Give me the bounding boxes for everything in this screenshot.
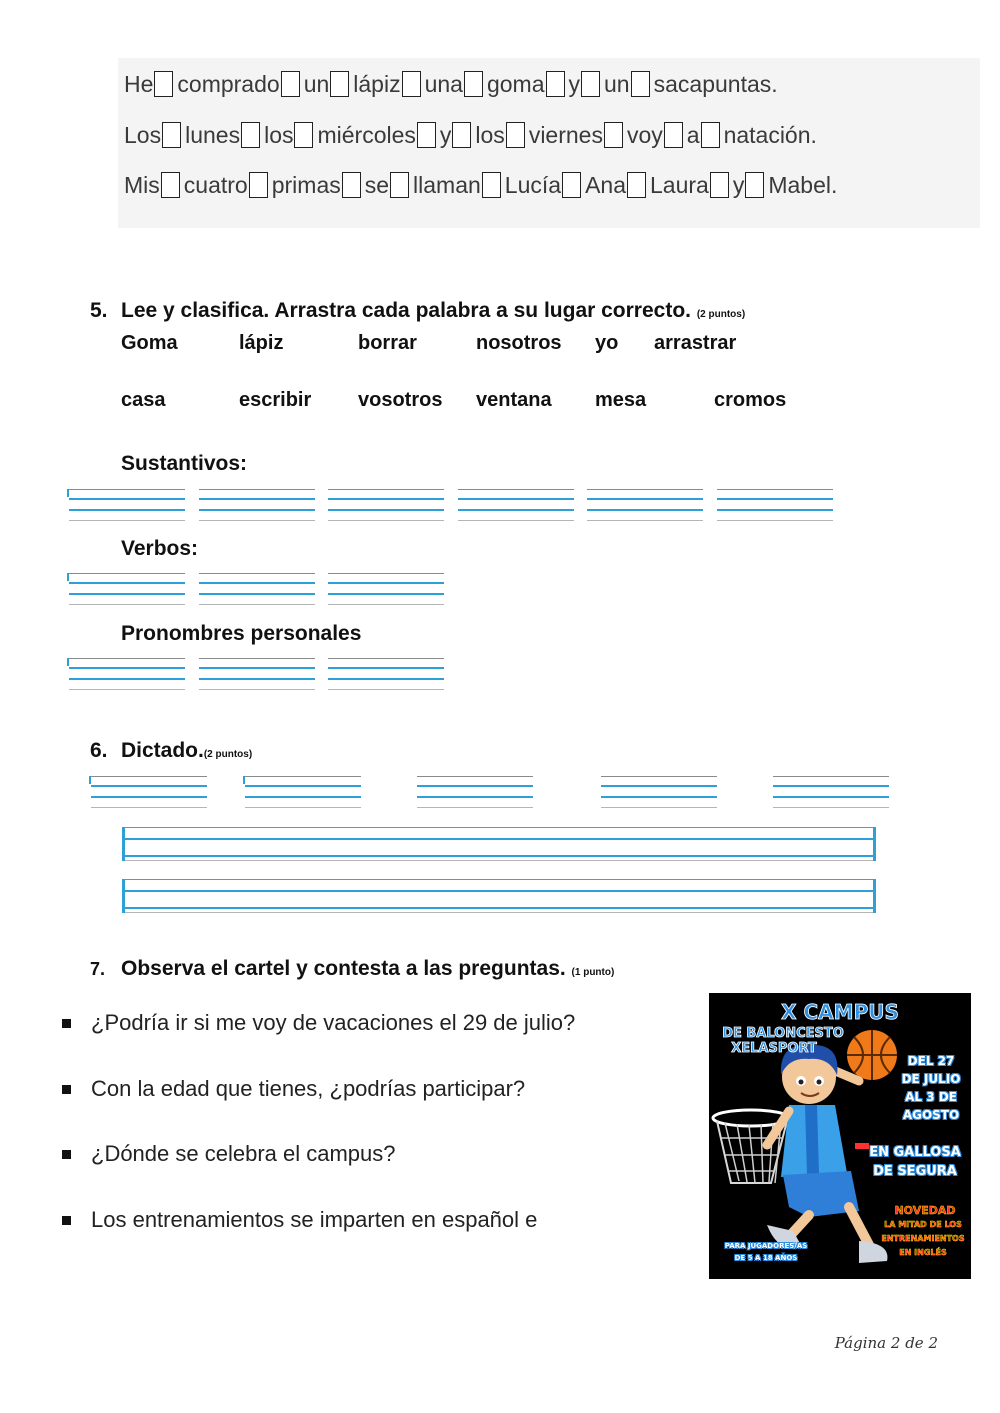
punctuation-answer-box[interactable] bbox=[342, 172, 361, 198]
drop-slot-noun[interactable] bbox=[328, 489, 444, 521]
category-label-verbs: Verbos: bbox=[121, 537, 199, 560]
draggable-word[interactable]: vosotros bbox=[358, 389, 443, 411]
page-number: Página 2 de 2 bbox=[834, 1334, 938, 1352]
punctuation-answer-box[interactable] bbox=[249, 172, 268, 198]
poster-subtitle: DE BALONCESTO bbox=[722, 1026, 844, 1041]
sentence-word: goma bbox=[486, 70, 545, 97]
punctuation-answer-box[interactable] bbox=[241, 122, 260, 148]
punctuation-answer-box[interactable] bbox=[581, 71, 600, 97]
sentence-word: natación. bbox=[723, 121, 817, 148]
poster-date-line: AGOSTO bbox=[902, 1108, 960, 1122]
sentence-word: a bbox=[686, 121, 700, 148]
drop-slot-pronoun[interactable] bbox=[199, 658, 315, 690]
poster-news-line: NOVEDAD bbox=[894, 1204, 956, 1217]
dictation-sentence-line[interactable] bbox=[122, 879, 876, 913]
sentence-word: miércoles bbox=[317, 121, 416, 148]
drop-slot-noun[interactable] bbox=[587, 489, 703, 521]
q6-number: 6. bbox=[90, 739, 108, 762]
punctuation-answer-box[interactable] bbox=[161, 172, 180, 198]
sentence-word: Los bbox=[124, 121, 162, 148]
poster-news-line: EN INGLÉS bbox=[899, 1248, 947, 1257]
punctuation-answer-box[interactable] bbox=[154, 71, 173, 97]
dictation-word-slot[interactable] bbox=[773, 776, 889, 808]
question-text: ¿Dónde se celebra el campus? bbox=[91, 1141, 396, 1166]
sentence-word: y bbox=[732, 171, 745, 198]
sentence-word: sacapuntas. bbox=[653, 70, 778, 97]
sentence-word: los bbox=[264, 121, 294, 148]
punctuation-answer-box[interactable] bbox=[562, 172, 581, 198]
drop-slot-noun[interactable] bbox=[69, 489, 185, 521]
drop-slot-noun[interactable] bbox=[717, 489, 833, 521]
dictation-sentence-line[interactable] bbox=[122, 827, 876, 861]
poster-news-line: LA MITAD DE LOS bbox=[884, 1220, 962, 1229]
punctuation-answer-box[interactable] bbox=[701, 122, 720, 148]
sentence-word: Mabel. bbox=[768, 171, 838, 198]
punctuation-answer-box[interactable] bbox=[664, 122, 683, 148]
q6-text: Dictado. bbox=[121, 739, 204, 762]
drop-slot-verb[interactable] bbox=[69, 573, 185, 605]
punctuation-answer-box[interactable] bbox=[294, 122, 313, 148]
poster-news-line: ENTRENAMIENTOS bbox=[881, 1234, 965, 1243]
sentence-word: y bbox=[568, 70, 581, 97]
q7-number: 7. bbox=[90, 959, 106, 979]
sentence-row bbox=[124, 118, 817, 152]
draggable-word[interactable]: lápiz bbox=[239, 332, 284, 354]
punctuation-answer-box[interactable] bbox=[482, 172, 501, 198]
sentence-word: se bbox=[364, 171, 390, 198]
punctuation-answer-box[interactable] bbox=[417, 122, 436, 148]
q6-points: (2 puntos) bbox=[203, 749, 253, 760]
sentence-word: y bbox=[439, 121, 452, 148]
drop-slot-pronoun[interactable] bbox=[69, 658, 185, 690]
category-label-pronouns: Pronombres personales bbox=[121, 622, 362, 645]
q5-text: Lee y clasifica. Arrastra cada palabra a su lugar correcto. bbox=[121, 299, 691, 322]
sentence-word: lunes bbox=[185, 121, 241, 148]
sentence-word: cuatro bbox=[183, 171, 248, 198]
poster-ages-line: DE 5 A 18 AÑOS bbox=[734, 1254, 798, 1262]
draggable-word[interactable]: Goma bbox=[121, 332, 178, 354]
poster-date-line: DE JULIO bbox=[901, 1072, 961, 1086]
draggable-word[interactable]: mesa bbox=[595, 389, 647, 411]
dictation-word-slot[interactable] bbox=[601, 776, 717, 808]
draggable-word[interactable]: ventana bbox=[476, 389, 552, 411]
category-label-nouns: Sustantivos: bbox=[121, 452, 248, 475]
q6-heading bbox=[90, 739, 252, 763]
sentence-word: Lucía bbox=[504, 171, 562, 198]
drop-slot-pronoun[interactable] bbox=[328, 658, 444, 690]
punctuation-answer-box[interactable] bbox=[745, 172, 764, 198]
drop-slot-verb[interactable] bbox=[199, 573, 315, 605]
draggable-word[interactable]: arrastrar bbox=[654, 332, 737, 354]
q7-points: (1 punto) bbox=[571, 967, 615, 978]
question-item bbox=[62, 1207, 537, 1233]
poster-place-line: DE SEGURA bbox=[873, 1164, 957, 1179]
question-item bbox=[62, 1010, 575, 1036]
poster-ages-line: PARA JUGADORES/AS bbox=[724, 1242, 808, 1250]
sentence-row bbox=[124, 67, 778, 101]
draggable-word[interactable]: nosotros bbox=[476, 332, 562, 354]
q5-heading bbox=[90, 299, 745, 323]
draggable-word[interactable]: cromos bbox=[714, 389, 787, 411]
bullet-icon bbox=[62, 1216, 71, 1225]
sentence-word: Mis bbox=[124, 171, 160, 198]
punctuation-answer-box[interactable] bbox=[546, 71, 565, 97]
sentence-word: lápiz bbox=[353, 70, 401, 97]
punctuation-answer-box[interactable] bbox=[281, 71, 300, 97]
sentence-word: voy bbox=[626, 121, 663, 148]
draggable-word[interactable]: casa bbox=[121, 389, 166, 411]
basketball-campus-poster bbox=[709, 993, 971, 1279]
q5-number: 5. bbox=[90, 299, 108, 322]
sentence-word: llaman bbox=[413, 171, 481, 198]
dictation-word-slot[interactable] bbox=[417, 776, 533, 808]
drop-slot-noun[interactable] bbox=[199, 489, 315, 521]
question-item bbox=[62, 1141, 396, 1167]
sentence-word: viernes bbox=[528, 121, 603, 148]
punctuation-answer-box[interactable] bbox=[402, 71, 421, 97]
bullet-icon bbox=[62, 1150, 71, 1159]
q5-points: (2 puntos) bbox=[696, 309, 746, 320]
draggable-word[interactable]: borrar bbox=[358, 332, 417, 354]
sentence-row bbox=[124, 168, 837, 202]
punctuation-answer-box[interactable] bbox=[604, 122, 623, 148]
question-text: ¿Podría ir si me voy de vacaciones el 29 de julio? bbox=[91, 1010, 576, 1035]
poster-place-line: EN GALLOSA bbox=[869, 1145, 961, 1160]
question-item bbox=[62, 1076, 525, 1102]
draggable-word[interactable]: escribir bbox=[239, 389, 312, 411]
punctuation-answer-box[interactable] bbox=[452, 122, 471, 148]
punctuation-answer-box[interactable] bbox=[162, 122, 181, 148]
question-text: Con la edad que tienes, ¿podrías participar? bbox=[91, 1076, 526, 1101]
dictation-word-slot[interactable] bbox=[91, 776, 207, 808]
punctuation-answer-box[interactable] bbox=[330, 71, 349, 97]
sentence-word: He bbox=[124, 70, 154, 97]
punctuation-answer-box[interactable] bbox=[506, 122, 525, 148]
sentence-word: Ana bbox=[585, 171, 626, 198]
punctuation-answer-box[interactable] bbox=[627, 172, 646, 198]
bullet-icon bbox=[62, 1019, 71, 1028]
punctuation-answer-box[interactable] bbox=[710, 172, 729, 198]
punctuation-answer-box[interactable] bbox=[464, 71, 483, 97]
sentence-word: un bbox=[303, 70, 330, 97]
draggable-word[interactable]: yo bbox=[595, 332, 619, 354]
poster-date-line: DEL 27 bbox=[907, 1054, 955, 1068]
q7-heading bbox=[90, 957, 614, 981]
sentence-word: primas bbox=[271, 171, 341, 198]
question-text: Los entrenamientos se imparten en español e bbox=[91, 1207, 538, 1232]
sentence-word: una bbox=[424, 70, 463, 97]
q7-text: Observa el cartel y contesta a las preguntas. bbox=[121, 957, 566, 980]
sentence-word: comprado bbox=[177, 70, 280, 97]
bullet-icon bbox=[62, 1085, 71, 1094]
drop-slot-noun[interactable] bbox=[458, 489, 574, 521]
sentence-word: Laura bbox=[650, 171, 709, 198]
dictation-word-slot[interactable] bbox=[245, 776, 361, 808]
poster-organizer: XELASPORT bbox=[731, 1041, 817, 1056]
sentence-word: los bbox=[475, 121, 505, 148]
punctuation-answer-box[interactable] bbox=[631, 71, 650, 97]
sentence-word: un bbox=[604, 70, 630, 97]
poster-date-line: AL 3 DE bbox=[905, 1090, 957, 1104]
punctuation-answer-box[interactable] bbox=[390, 172, 409, 198]
poster-title: X CAMPUS bbox=[781, 1000, 899, 1024]
drop-slot-verb[interactable] bbox=[328, 573, 444, 605]
